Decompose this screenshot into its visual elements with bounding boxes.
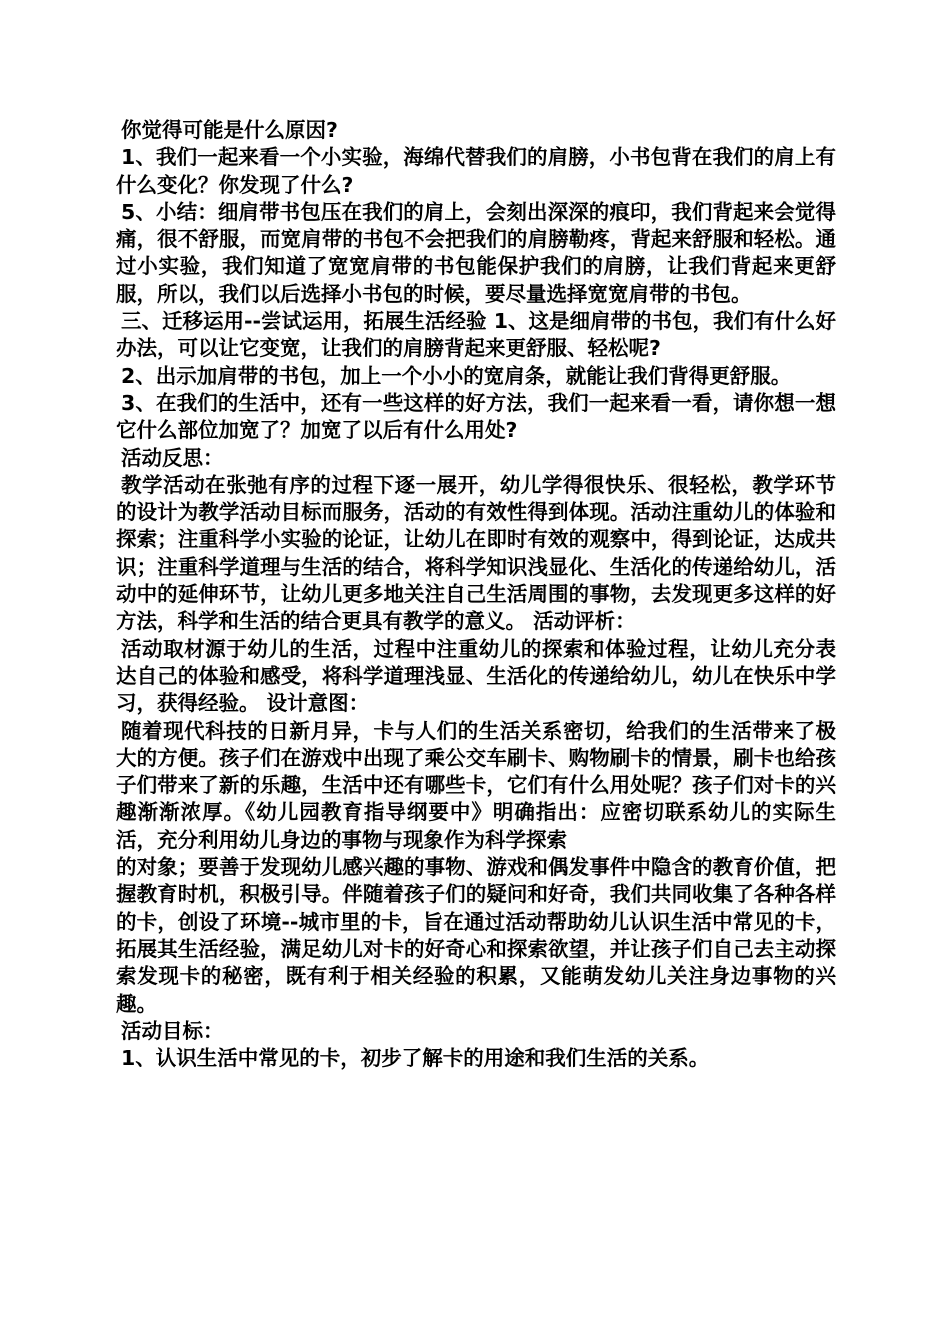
paragraph-question: 你觉得可能是什么原因? — [121, 118, 338, 142]
paragraph-experiment-step-1: 1、我们一起来看一个小实验，海绵代替我们的肩膀，小书包背在我们的肩上有什么变化？你发现了什么? — [116, 145, 836, 197]
paragraph-summary-step-5: 5、小结：细肩带书包压在我们的肩上，会刻出深深的痕印，我们背起来会觉得痛，很不舒服，而宽肩带的书包不会把我们的肩膀勒疼，背起来舒服和轻松。通过小实验，我们知道了宽宽肩带的书包能保护我们的肩膀，让我们背起来更舒服，所以，我们以后选择小书包的时候，要尽量选择宽宽肩带的书包。 — [116, 199, 836, 306]
heading-activity-goals: 活动目标： — [121, 1018, 224, 1043]
paragraph-design-intent-continued: 的对象；要善于发现幼儿感兴趣的事物、游戏和偶发事件中隐含的教育价值，把握教育时机，积极引导。伴随着孩子们的疑问和好奇，我们共同收集了各种各样的卡，创设了环境--城市里的卡，旨在通过活动帮助幼儿认识生活中常见的卡，拓展其生活经验，满足幼儿对卡的好奇心和探索欲望，并让孩子们自己去主动探索发现卡的秘密，既有利于相关经验的积累，又能萌发幼儿关注身边事物的兴趣。 — [116, 855, 836, 1016]
document-page — [116, 117, 836, 1072]
paragraph-goal-1: 1、认识生活中常见的卡，初步了解卡的用途和我们生活的关系。 — [121, 1046, 710, 1071]
paragraph-reflection-body: 教学活动在张弛有序的过程下逐一展开，幼儿学得很快乐、很轻松，教学环节的设计为教学活动目标而服务，活动的有效性得到体现。活动注重幼儿的体验和探索；注重科学小实验的论证，让幼儿在即时有效的观察中，得到论证，达成共识；注重科学道理与生活的结合，将科学知识浅显化、生活化的传递给幼儿，活动中的延伸环节，让幼儿更多地关注自己生活周围的事物，去发现更多这样的好方法，科学和生活的结合更具有教学的意义。 活动评析： — [116, 472, 836, 634]
heading-activity-reflection: 活动反思： — [121, 445, 224, 470]
paragraph-step-2: 2、出示加肩带的书包，加上一个小小的宽肩条，就能让我们背得更舒服。 — [121, 363, 792, 388]
paragraph-evaluation-body: 活动取材源于幼儿的生活，过程中注重幼儿的探索和体验过程，让幼儿充分表达自己的体验和感受，将科学道理浅显、生活化的传递给幼儿，幼儿在快乐中学习，获得经验。 设计意图： — [116, 636, 836, 716]
paragraph-section-three: 三、迁移运用--尝试运用，拓展生活经验 1、这是细肩带的书包，我们有什么好办法，可以让它变宽，让我们的肩膀背起来更舒服、轻松呢? — [116, 309, 836, 361]
paragraph-design-intent: 随着现代科技的日新月异，卡与人们的生活关系密切，给我们的生活带来了极大的方便。孩子们在游戏中出现了乘公交车刷卡、购物刷卡的情景，刷卡也给孩子们带来了新的乐趣，生活中还有哪些卡，它们有什么用处呢？孩子们对卡的兴趣渐渐浓厚。《幼儿园教育指导纲要中》明确指出：应密切联系幼儿的实际生活，充分利用幼儿身边的事物与现象作为科学探索 — [116, 718, 836, 852]
paragraph-step-3: 3、在我们的生活中，还有一些这样的好方法，我们一起来看一看，请你想一想它什么部位加宽了？加宽了以后有什么用处? — [116, 390, 836, 443]
